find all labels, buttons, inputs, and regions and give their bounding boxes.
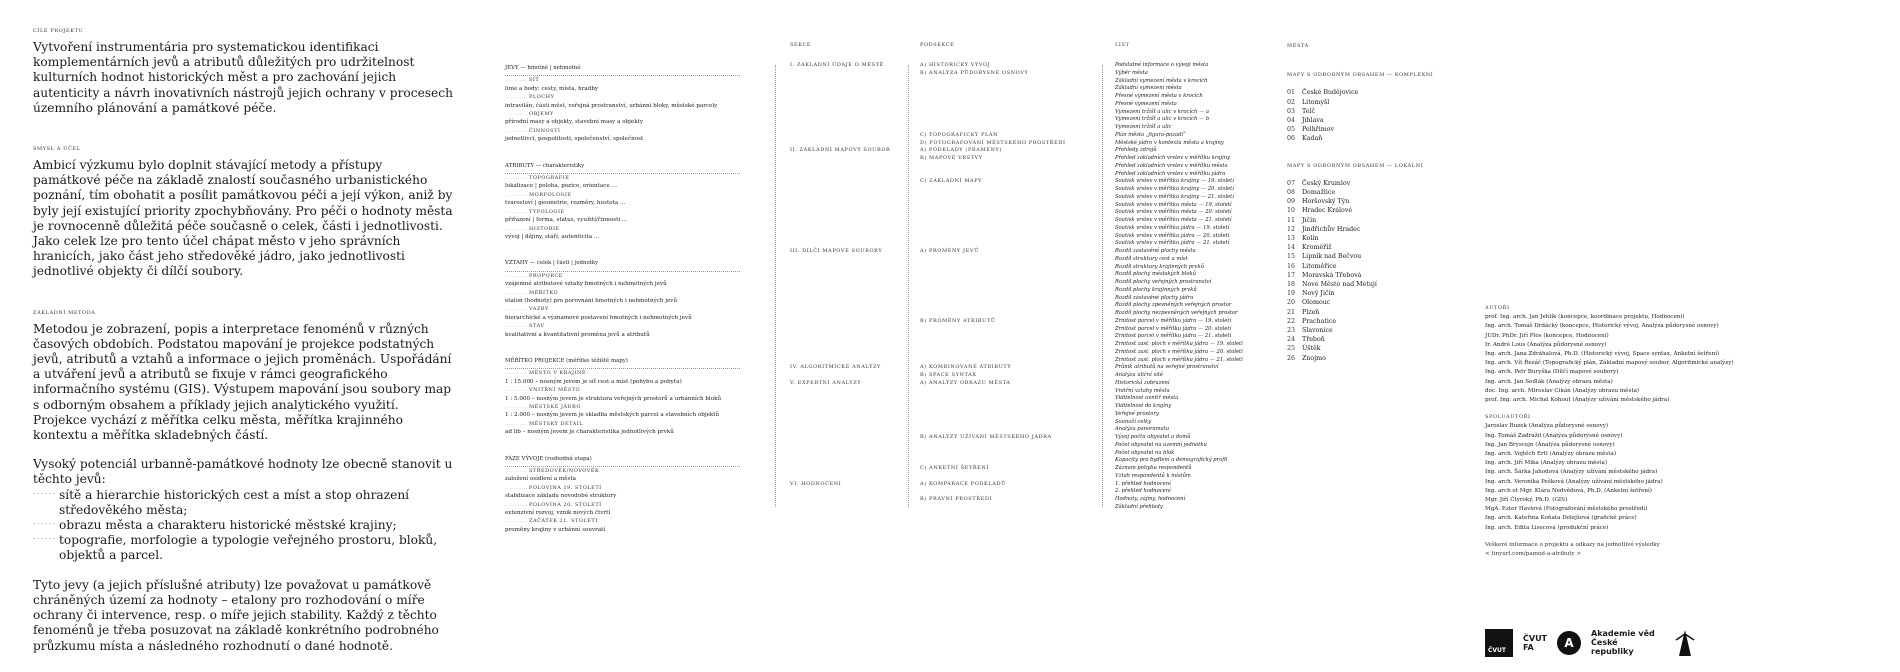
academy-name: Akademie věd České republiky [1591,629,1655,656]
block-subheading: ..... SÍŤ [505,76,740,84]
block-subheading: ..... VAZBY [505,305,740,313]
city-item: 15 Lipník nad Bečvou [1287,253,1362,261]
sheet-label: Zrnitost parcel v měřítku jádra — 20. století [1115,325,1232,332]
subsection-label: C) ANKETNÍ ŠETŘENÍ [920,465,989,471]
info-link[interactable]: < tinyurl.com/pamod-a-atributy > [1485,551,1582,558]
city-item: 04 Jihlava [1287,117,1324,125]
person-item: Ing. arch. Šárka Jahodová (Analýzy užívání městského jádra) [1485,469,1658,476]
sheet-label: Přehled základních vrstev v měřítku jádra [1115,170,1226,177]
tree-connector [1102,65,1103,507]
sheet-label: Přesné vymezení města [1115,100,1177,107]
city-item: 05 Pelhřimov [1287,126,1335,134]
sheet-label: Základní vymezení města v krocích [1115,77,1208,84]
cities-title: MĚSTA [1287,43,1309,49]
tree-row [760,395,1280,403]
tree-row [760,271,1280,279]
person-item: Ing. Tomáš Zadražil (Analýza půdorysné osnovy) [1485,432,1623,439]
complex-maps-label: MAPY S ODBORNÝM OBSAHEM — KOMPLEXNÍ [1287,72,1434,79]
sheet-label: Městské jádro v kontextu města a krajiny [1115,139,1224,146]
tree-row [760,403,1280,411]
block-text: linie a body: cesty, místa, hradby [505,85,599,92]
block-text: etalon (hodnoty) pro porovnání hmotných i nehmotných jevů [505,297,678,304]
city-item: 19 Nový Jičín [1287,290,1335,298]
sheet-label: Vývoj počtu obyvatel a domů [1115,434,1191,440]
block-subheading: ..... VNITŘNÍ MĚSTO [505,386,740,394]
city-item: 17 Moravská Třebová [1287,271,1362,279]
sheet-label: Vymezení tržišť a ulic [1115,124,1172,130]
monument-logo-icon [1671,628,1699,658]
cities-column [1287,0,1487,363]
city-item: 14 Kroměříž [1287,244,1332,252]
subsection-label: A) KOMPARACE PODKLADŮ [920,480,1006,487]
sheet-label: Analýza panoramatu [1115,426,1170,433]
section-label: IV. ALGORITMICKÉ ANALÝZY [790,364,881,371]
block-subheading: ..... ČINNOSTI [505,127,740,135]
tree-row [760,411,1280,419]
concept-column [505,0,740,534]
tree-row [760,434,1280,442]
sheet-label: Rozdíl plochy krajinných prvků [1115,286,1197,293]
sheet-label: Hodnoty, zájmy, hodnocení [1115,496,1186,502]
sheet-label: Výběr města [1115,69,1148,76]
people-column [1485,0,1785,559]
block-text: vývoj | dějiny, stáří, autenticita … [505,233,600,240]
subsection-label: B) ANALÝZA PŮDORYSNÉ OSNOVY [920,69,1029,76]
method-text: Metodou je zobrazení, popis a interpretace fenoménů v různých časových obdobích. Podstatou mapování je projekce podstatných jevů, atributů a vztahů a informace o jejich proměnách. Uspořádání a utváření jevů a atributů se fixuje v rámci geografického informačního systému (GIS). Výstupem mapování jsou soubory map s odborným obsahem a příklady jejich analytického využití. Projekce vychází z měřítka celku města, měřítka krajinného kontextu a měřítka skladebných částí. [33,321,452,443]
sheet-label: Vymezení tržišť a ulic v krocích — b [1115,116,1210,123]
block-text: stabilizace základu novodobé struktury [505,493,617,500]
block-subheading: ..... MĚŘÍTKO [505,289,740,297]
tree-row [760,209,1280,217]
block-text: ad lib – nosným jevem je charakteristika jednotlivých prvků [505,429,674,436]
logos [1485,625,1795,660]
tree-row [760,240,1280,248]
person-item: Ing. arch. Vít Řezáč (Topografický plán, Základní mapový soubor, Algoritmické analýzy) [1485,360,1734,367]
sheet-label: Soutisk vrstev v měřítku jádra — 21. století [1115,240,1230,247]
block-text: 1 : 5.000 – nosným jevem je struktura veřejných prostorů a urbánních bloků [505,395,722,402]
person-item: JUDr. PhDr. Jiří Plos (koncepce, Hodnocení) [1485,332,1609,339]
sheet-label: 2. přehled hodnocení [1115,488,1171,495]
block-heading: VZTAHY — celek | části | jednotky [505,259,740,271]
tree-row [760,147,1280,155]
person-item: Mgr. Jiří Čtyroký, Ph.D. (GIS) [1485,497,1568,504]
subsection-label: C) TOPOGRAFICKÝ PLÁN [920,131,999,138]
sheet-label: Analýza uliční sítě [1115,372,1163,378]
tree-row [760,287,1280,295]
city-item: 11 Jičín [1287,216,1317,224]
sheet-label: Přehled základních vrstev v měřítku krajiny [1115,155,1231,161]
city-item: 12 Jindřichův Hradec [1287,225,1361,233]
subsection-label: A) ANALÝZY OBRAZU MĚSTA [920,379,1011,386]
person-item: Ing. arch. Petr Buryška (Dílčí mapové soubory) [1485,369,1619,376]
block-subheading: ..... STAV [505,322,740,330]
block-text: přírodní masy a objekty, stavební masy a objekty [505,119,644,126]
goal-label: CÍLE PROJEKTU [33,28,84,34]
sheet-label: Zrnitost zast. ploch v měřítku jádra — 19. století [1115,341,1243,347]
sheet-label: Přehledy zdrojů [1115,147,1157,154]
tree-row [760,85,1280,93]
local-maps-label: MAPY S ODBORNÝM OBSAHEM — LOKÁLNÍ [1287,162,1424,169]
sheet-label: 1. přehled hodnocení [1115,480,1171,487]
tree-connector [775,65,776,507]
city-item: 22 Prachatice [1287,317,1337,325]
subsection-label: B) ANALÝZY UŽÍVÁNÍ MĚSTSKÉHO JÁDRA [920,434,1052,440]
person-item: Ing. arch. Tomáš Drdácký (koncepce, Historický vývoj, Analýza půdorysné osnovy) [1485,323,1719,330]
tree-row [760,496,1280,504]
tree-row [760,504,1280,512]
city-item: 06 Kadaň [1287,135,1323,143]
block-subheading: ..... POLOVINA 19. STOLETÍ [505,484,740,492]
block-heading: ATRIBUTY — charakteristiky [505,162,740,174]
city-item: 20 Olomouc [1287,299,1331,307]
sheet-label: Počet obyvatel na územní jednotku [1115,441,1207,448]
person-item: prof. Ing. arch. Jan Jehlík (koncepce, koordinace projektu, Hodnocení) [1485,314,1685,321]
subsection-label: B) PROMĚNY ATRIBUTŮ [920,317,996,324]
person-item: prof. Ing. arch. Michal Kohout (Analýzy užívání městského jádra) [1485,397,1670,404]
tree-row [760,62,1280,70]
tree-row [760,132,1280,140]
sheet-label: Soutisk vrstev v měřítku krajiny — 19. století [1115,178,1234,185]
tree-row [760,302,1280,310]
block-subheading: ..... MĚSTSKÝ DETAIL [505,420,740,428]
city-item: 08 Domažlice [1287,189,1336,197]
block-subheading: ..... MĚSTSKÉ JÁDRO [505,403,740,411]
sheet-label: Zrnitost zast. ploch v měřítku jádra — 21. století [1115,356,1243,363]
block-text: jednotlivci, pospolitosti, společenství, společnost [505,136,644,143]
sheet-label: Vztah respondentů k místům [1115,472,1191,479]
city-item: 18 Nové Město nad Metují [1287,281,1377,289]
purpose-label: SMYSL A ÚČEL [33,146,81,153]
sheet-label: Soutisk vrstev v měřítku krajiny — 21. století [1115,193,1234,200]
tree-row [760,465,1280,473]
list-item: ...... topografie, morfologie a typologie veřejného prostoru, bloků, objektů a parcel. [33,533,453,563]
person-item: Jaroslav Buzek (Analýza půdorysné osnovy) [1485,423,1609,430]
sheet-label: Viditelnost do krajiny [1115,403,1172,409]
subsection-label: B) SPACE SYNTAX [920,372,977,378]
potential-list [33,488,453,564]
city-item: 03 Telč [1287,107,1315,115]
subsection-label: D) FOTOGRAFOVÁNÍ MĚSTSKÉHO PROSTŘEDÍ [920,139,1066,146]
city-item: 21 Plzeň [1287,308,1320,316]
tree-connector [908,65,909,507]
sheet-label: Rozdíl struktury krajinných prvků [1115,263,1204,270]
tree-row [760,186,1280,194]
block-subheading: ..... POLOVINA 20. STOLETÍ [505,501,740,509]
tree-row [760,116,1280,124]
tree-row [760,442,1280,450]
block-subheading: ..... PLOCHY [505,93,740,101]
sheet-label: Rozdíl plochy zpevněných veřejných prostor [1115,302,1232,309]
sheet-label: Soutisk vrstev v měřítku jádra — 20. století [1115,232,1230,239]
sheet-label: Základní přehledy [1115,503,1163,510]
block-heading: MĚŘÍTKO PROJEKCE (měřítko těžiště mapy) [505,357,740,369]
block-text: tvarosloví | geometrie, rozměry, hustota … [505,200,626,207]
sheet-label: Počet obyvatel na blok [1115,449,1175,456]
city-item: 24 Třeboň [1287,336,1325,344]
subsection-label: A) PODKLADY (PRAMENY) [920,147,1002,154]
person-item: Ing. arch. Edita Lisecová (produkční práce) [1485,524,1609,531]
sheet-label: Přesné vymezení města v krocích [1115,93,1203,99]
collaborators-list [1485,422,1785,532]
sheet-label: Zrnitost zast. ploch v měřítku jádra — 20. století [1115,348,1243,355]
tree-row [760,163,1280,171]
sheet-label: Zrnitost parcel v měřítku jádra — 21. století [1115,333,1232,340]
sheet-label: Soutisk vrstev v měřítku krajiny — 20. století [1115,186,1234,192]
info-note: Veškeré informace o projektu a odkazy na jednotlivé výsledky [1485,541,1660,548]
person-item: Ing. arch. Jiří Mika (Analýzy obrazu města) [1485,460,1608,467]
city-item: 02 Litomyšl [1287,98,1330,106]
sheet-label: Rozdíl struktury cest a míst [1115,255,1188,262]
sheet-label: Průnik atributů na veřejné prostranství [1115,364,1219,371]
tree-row [760,256,1280,264]
subsection-label: A) HISTORICKÝ VÝVOJ [920,62,991,68]
sheet-label: Základní vymezení města [1115,85,1182,92]
city-item: 10 Hradec Králové [1287,207,1353,215]
tree-row [760,473,1280,481]
tree-row [760,388,1280,396]
subsection-label: A) KOMBINOVANÉ ATRIBUTY [920,364,1012,371]
sheet-label: Rozdíl zastavěné plochy města [1115,248,1196,254]
person-item: Ing. arch. Vojtěch Ertl (Analýzy obrazu města) [1485,451,1617,458]
tree-row [760,318,1280,326]
subsection-label: C) ZÁKLADNÍ MAPY [920,178,983,185]
block-text: intravilán, části měst, veřejná prostranství, urbánní bloky, městské parcely [505,102,718,109]
tree-row [760,264,1280,272]
sheet-label: Rozdíl plochy městských bloků [1115,271,1196,278]
city-item: 16 Litoměřice [1287,262,1337,270]
sheet-label: Vnitřní vztahy města [1115,387,1170,394]
person-item: Ing. Jan Bryscejn (Analýza půdorysné osnovy) [1485,441,1615,448]
block-text: lokalizace | poloha, pozice, orientace … [505,183,618,190]
purpose-text: Ambicí výzkumu bylo doplnit stávající metody a přístupy památkové péče na základě znalostí současného urbanistického poznání, tím obohatit a posílit památkovou péči a její výkon, aniž by byly její existující priority zpochybňovány. Pro péči o hodnoty města je rovnocenně důležitá péče současně o celek, části i jednotlivosti. Jako celek lze pro tento účel chápat město v jeho správních hranicích, jako část jeho středověké jádro, jako jednotlivosti jednotlivé objekty či dílčí soubory. [33,158,453,279]
tree-row [760,349,1280,357]
sheet-label: Rozdíl plochy veřejných prostranství [1115,279,1212,285]
person-item: Ing. arch. Kateřina Koňata Dolejšová (grafické práce) [1485,515,1637,522]
authors-label: AUTOŘI [1485,305,1510,311]
sheet-label: Sounoží celky [1115,418,1152,425]
tree-row [760,333,1280,341]
tree-row [760,364,1280,372]
list-item: ...... sítě a hierarchie historických cest a míst a stop ohrazení středověkého města; [33,488,453,518]
block-subheading: ..... MĚSTO V KRAJINĚ [505,369,740,377]
block-text: vzájemné atributové vztahy hmotných i nehmotných jevů [505,281,667,288]
section-label: I. ZÁKLADNÍ ÚDAJE O MĚSTĚ [790,62,884,68]
block-text: kvalitativní a kvantitativní proměna jevů a atributů [505,331,650,338]
subsection-label: B) PRÁVNÍ PROSTŘEDÍ [920,496,993,502]
section-label: III. DÍLČÍ MAPOVÉ SOUBORY [790,248,883,254]
tree-row [760,457,1280,465]
sheet-label: Soutisk vrstev v měřítku města — 21. století [1115,217,1232,223]
tree-row [760,194,1280,202]
city-item: 25 Úštěk [1287,345,1321,353]
block-subheading: ..... MORFOLOGIE [505,191,740,199]
sheet-label: Veřejné prostory [1115,410,1159,417]
block-text: 1 : 2.000 – nosným jevem je skladba městských parcel a stavebních objektů [505,412,720,419]
person-item: Ing. arch. Jana Zdráhalová, Ph.D. (Historický vývoj, Space syntax, Anketní šetření) [1485,351,1720,358]
subsection-label: B) MAPOVÉ VRSTVY [920,155,983,161]
person-item: Ir. André Lous (Analýza půdorysné osnovy) [1485,341,1607,348]
tree-row [760,124,1280,132]
block-subheading: ..... TOPOGRAFIE [505,174,740,182]
sheet-label: Soutisk vrstev v měřítku města — 20. století [1115,209,1232,216]
block-text: proměny krajiny v urbánní souvratí [505,526,606,533]
tree-row [760,488,1280,496]
academy-logo-icon: A [1557,631,1581,655]
tree-row [760,248,1280,256]
cvut-logo: ČVUT [1485,629,1513,657]
tree-row [760,279,1280,287]
potential-text: Vysoký potenciál urbanně-památkové hodnoty lze obecně stanovit u těchto jevů: [33,457,453,487]
project-description [33,0,453,654]
city-item: 23 Slavonice [1287,327,1333,335]
authors-list [1485,313,1785,405]
tree-row [760,78,1280,86]
tree-row [760,70,1280,78]
sheet-label: Soutisk vrstev v měřítku města — 19. století [1115,201,1232,208]
sheet-label: Viditelnost uvnitř města [1115,395,1179,402]
tree-row [760,380,1280,388]
sheet-label: Historická zobrazení [1115,379,1170,386]
tree-row [760,372,1280,380]
sheet-label: Podstatné informace o vývoji města [1115,62,1209,68]
block-subheading: ..... TYPOLOGIE [505,208,740,216]
subsection-label: A) PROMĚNY JEVŮ [920,248,979,254]
sheet-label: Plán města „figura-pozadí“ [1115,131,1186,138]
goal-text: Vytvoření instrumentária pro systematickou identifikaci komplementárních jevů a atributů důležitých pro udržitelnost kulturních hodnot historických měst a pro zachování jejich autenticity a návrh inovativních nástrojů jejich ochrany v procesech územního plánování a památkové péče. [33,40,453,115]
block-text: založení osídlení a města [505,476,576,483]
tree-row [760,155,1280,163]
tree-row [760,341,1280,349]
sheet-label: Zrnitost parcel v měřítku jádra — 19. století [1115,317,1232,324]
section-label: VI. HODNOCENÍ [790,480,842,487]
block-subheading: ..... PROPORCE [505,272,740,280]
tree-header: LIST [1115,42,1130,48]
sheet-label: Rozdíl zastavěné plochy jádra [1115,294,1194,301]
person-item: doc. Ing. arch. Miroslav Cikán (Analýzy obrazu města) [1485,387,1640,394]
method-label: ZÁKLADNÍ METODA [33,309,96,316]
list-item: ...... obrazu města a charakteru historické městské krajiny; [33,518,453,533]
tree-row [760,419,1280,427]
block-subheading: ..... STŘEDOVĚK/NOVOVĚK [505,467,740,475]
local-city-list [1287,179,1487,363]
city-item: 01 České Budějovice [1287,89,1359,97]
block-subheading: ..... ZAČÁTEK 21. STOLETÍ [505,517,740,525]
complex-city-list [1287,88,1487,143]
block-text: extenzivní rozvoj, vznik nových čtvrtí [505,510,611,517]
block-text: 1 : 15.000 – nosným jevem je síť cest a míst (pohybu a pobytu) [505,378,682,385]
cvut-fa-logo: ČVUT FA [1523,633,1548,652]
city-item: 13 Kolín [1287,235,1319,243]
block-text: přiřazení | forma, status, využití/činnosti … [505,217,628,224]
closing-text: Tyto jevy (a jejich příslušné atributy) lze považovat u památkově chráněných území za hodnoty – etalony pro rozhodování o míře ochrany či intervence, resp. o míře jejich stability. Každý z těchto fenoménů je třeba posuzovat na základě konkrétního podrobného průzkumu místa a následného rozhodnutí o dané hodnotě. [33,577,439,653]
block-heading: JEVY — hmotné | nehmotné [505,64,740,76]
section-label: V. EXPERTNÍ ANALÝZY [790,379,862,386]
block-heading: FÁZE VÝVOJE (rozhodná etapa) [505,455,740,467]
city-item: 09 Horšovský Týn [1287,198,1350,206]
tree-row [760,310,1280,318]
block-subheading: ..... OBJEMY [505,110,740,118]
tree-row [760,426,1280,434]
sheet-label: Vymezení tržišť a ulic v krocích — a [1115,108,1209,115]
city-item: 07 Český Krumlov [1287,179,1351,187]
tree-header: PODSEKCE [920,42,955,48]
sheet-label: Rozdíl plochy nezpevněných veřejných prostor [1115,310,1238,316]
tree-row [760,225,1280,233]
tree-row [760,481,1280,489]
person-item: Ing. arch et Mgr. Klára Nedvědová, Ph.D. (Anketní šetření) [1485,487,1652,494]
person-item: Ing. arch. Veronika Pešková (Analýzy užívání městského jádra) [1485,478,1663,485]
person-item: Ing. arch. Jan Sedlák (Analýzy obrazu města) [1485,378,1613,385]
sheet-label: Soutisk vrstev v měřítku jádra — 19. století [1115,224,1230,231]
person-item: MgA. Ester Havlová (Fotografování městského prostředí) [1485,506,1648,513]
tree-row [760,178,1280,186]
tree-row [760,93,1280,101]
block-text: hierarchické a významové postavení hmotných i nehmotných jevů [505,314,692,321]
tree-row [760,101,1280,109]
block-subheading: ..... HISTORIE [505,225,740,233]
collab-label: SPOLUAUTOŘI [1485,414,1531,421]
sheet-label: Záznam pohybu respondentů [1115,465,1192,471]
sheet-label: Kapacity pro bydlení a demografický profil [1115,457,1228,464]
tree-header: SEKCE [790,42,812,48]
tree-row [760,217,1280,225]
city-item: 26 Znojmo [1287,354,1326,362]
sheet-label: Přehled základních vrstev v měřítku města [1115,162,1228,169]
section-label: II. ZÁKLADNÍ MAPOVÝ SOUBOR [790,147,891,154]
